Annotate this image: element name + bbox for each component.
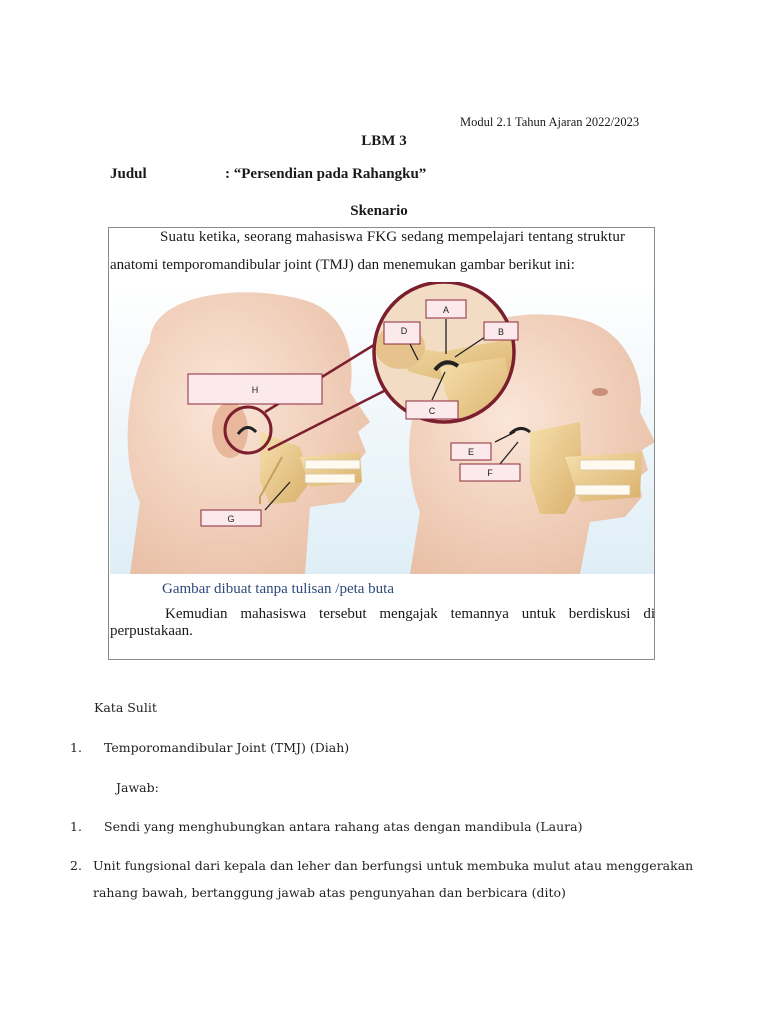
label-e: E	[467, 447, 475, 457]
judul-value: : “Persendian pada Rahangku”	[225, 166, 427, 182]
kata-sulit-heading: Kata Sulit	[94, 700, 157, 715]
answer-text: Sendi yang menghubungkan antara rahang atas dengan mandibula (Laura)	[104, 819, 583, 834]
list-item-text: Temporomandibular Joint (TMJ) (Diah)	[104, 740, 350, 755]
scenario-text-line1: Suatu ketika, seorang mahasiswa FKG sedang mempelajari tentang struktur	[160, 229, 626, 245]
label-g: G	[227, 514, 235, 524]
list-item-number: 1.	[70, 740, 82, 755]
scenario-text-line2: anatomi temporomandibular joint (TMJ) dan menemukan gambar berikut ini:	[110, 257, 575, 273]
figure-caption: Gambar dibuat tanpa tulisan /peta buta	[162, 581, 395, 597]
answer-number: 2.	[70, 858, 82, 873]
page-title: LBM 3	[361, 133, 407, 149]
module-reference: Modul 2.1 Tahun Ajaran 2022/2023	[460, 115, 640, 129]
jawab-label: Jawab:	[116, 780, 159, 795]
label-c: C	[428, 406, 436, 416]
label-d: D	[400, 326, 408, 336]
label-a: A	[442, 305, 450, 315]
label-b: B	[497, 327, 505, 337]
section-heading-skenario: Skenario	[350, 203, 408, 219]
scenario-closing-line2: perpustakaan.	[110, 623, 193, 639]
label-h: H	[251, 385, 259, 395]
judul-label: Judul	[110, 166, 147, 182]
tmj-anatomy-figure	[110, 282, 654, 574]
scenario-closing-line1: Kemudian mahasiswa tersebut mengajak temannya untuk berdiskusi di	[165, 606, 655, 622]
answer-text-continued: rahang bawah, bertanggung jawab atas pengunyahan dan berbicara (dito)	[93, 885, 566, 900]
answer-text: Unit fungsional dari kepala dan leher dan berfungsi untuk membuka mulut atau menggerakan	[93, 858, 694, 873]
answer-number: 1.	[70, 819, 82, 834]
label-f: F	[487, 468, 493, 478]
